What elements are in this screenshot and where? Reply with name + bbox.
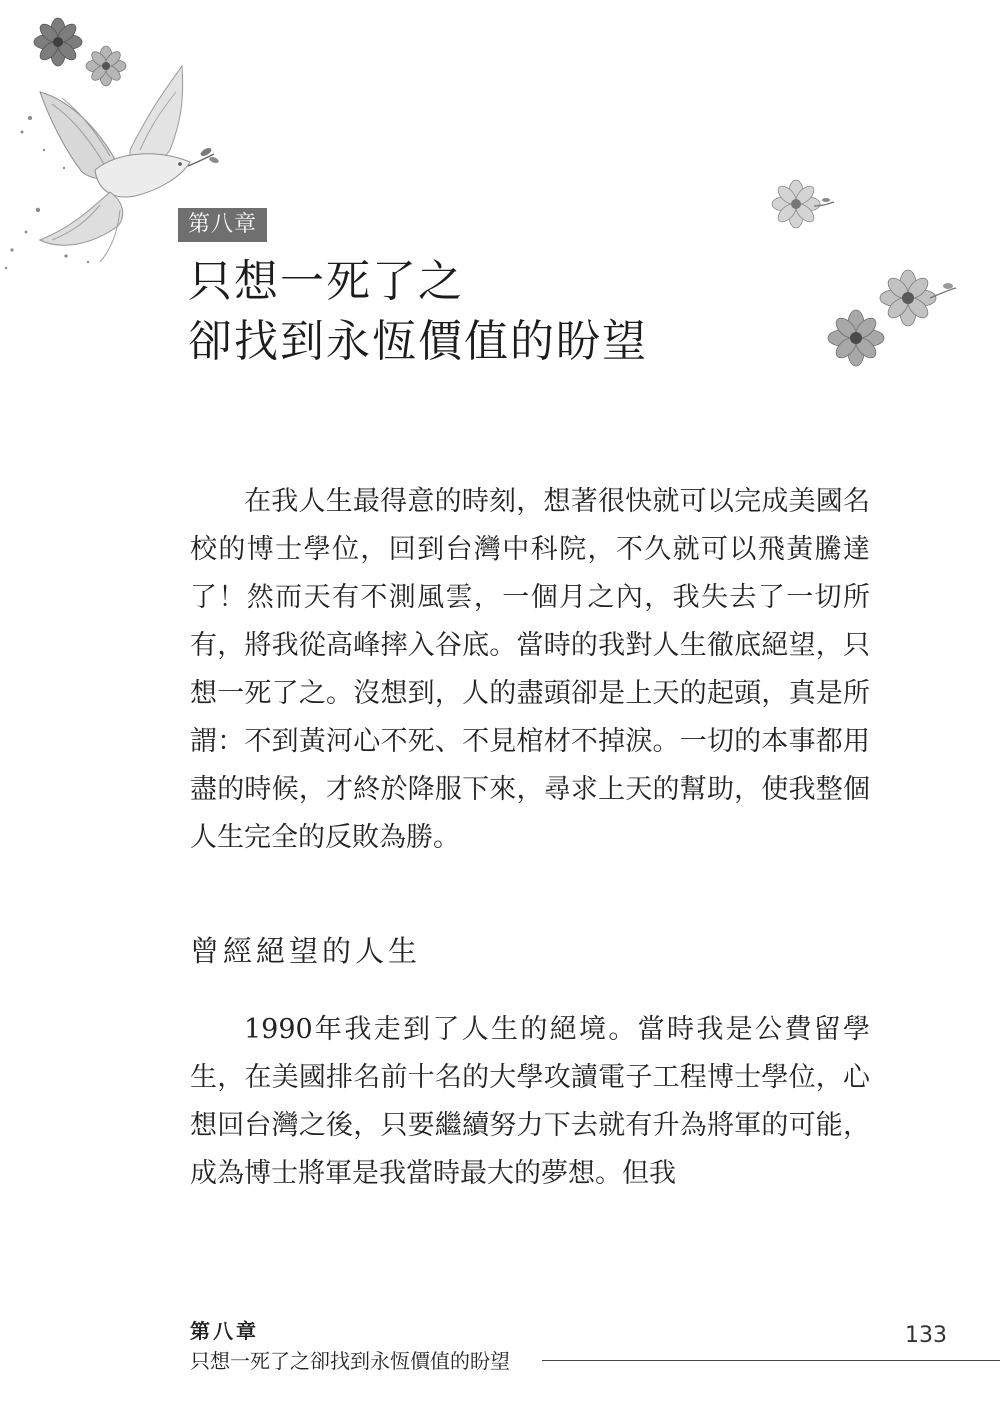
footer-chapter-label: 第八章 xyxy=(190,1319,259,1343)
flower-icon xyxy=(86,46,126,86)
flower-icon xyxy=(34,18,82,66)
footer-chapter-title: 只想一死了之卻找到永恆價值的盼望 xyxy=(190,1349,510,1373)
page-number: 133 xyxy=(905,1323,947,1348)
intro-paragraph: 在我人生最得意的時刻，想著很快就可以完成美國名校的博士學位，回到台灣中科院，不久就可以飛黃騰達了！然而天有不測風雲，一個月之內，我失去了一切所有，將我從高峰摔入谷底。當時的我對人生徹底絕望，只想一死了之。沒想到，人的盡頭卻是上天的起頭，真是所謂：不到黃河心不死、不見棺材不掉淚。一切的本事都用盡的時候，才終於降服下來，尋求上天的幫助，使我整個人生完全的反敗為勝。 xyxy=(190,486,870,853)
chapter-title xyxy=(188,252,748,372)
footer-divider xyxy=(542,1360,1000,1361)
flower-icon xyxy=(828,310,884,366)
chapter-title-line-2: 卻找到永恆價值的盼望 xyxy=(188,316,648,367)
intro-section xyxy=(190,478,870,862)
section-heading: 曾經絕望的人生 xyxy=(190,934,422,968)
chapter-title-line-1: 只想一死了之 xyxy=(188,256,464,307)
flower-icon xyxy=(772,180,834,228)
chapter-badge: 第八章 xyxy=(178,208,267,242)
section-paragraph: 1990年我走到了人生的絕境。當時我是公費留學生，在美國排名前十名的大學攻讀電子工程博士學位，心想回台灣之後，只要繼續努力下去就有升為將軍的可能，成為博士將軍是我當時最大的夢想。但我 xyxy=(190,1014,870,1189)
ink-splatter-icon xyxy=(5,116,89,269)
flower-icon xyxy=(880,270,956,326)
section-body xyxy=(190,1006,870,1198)
